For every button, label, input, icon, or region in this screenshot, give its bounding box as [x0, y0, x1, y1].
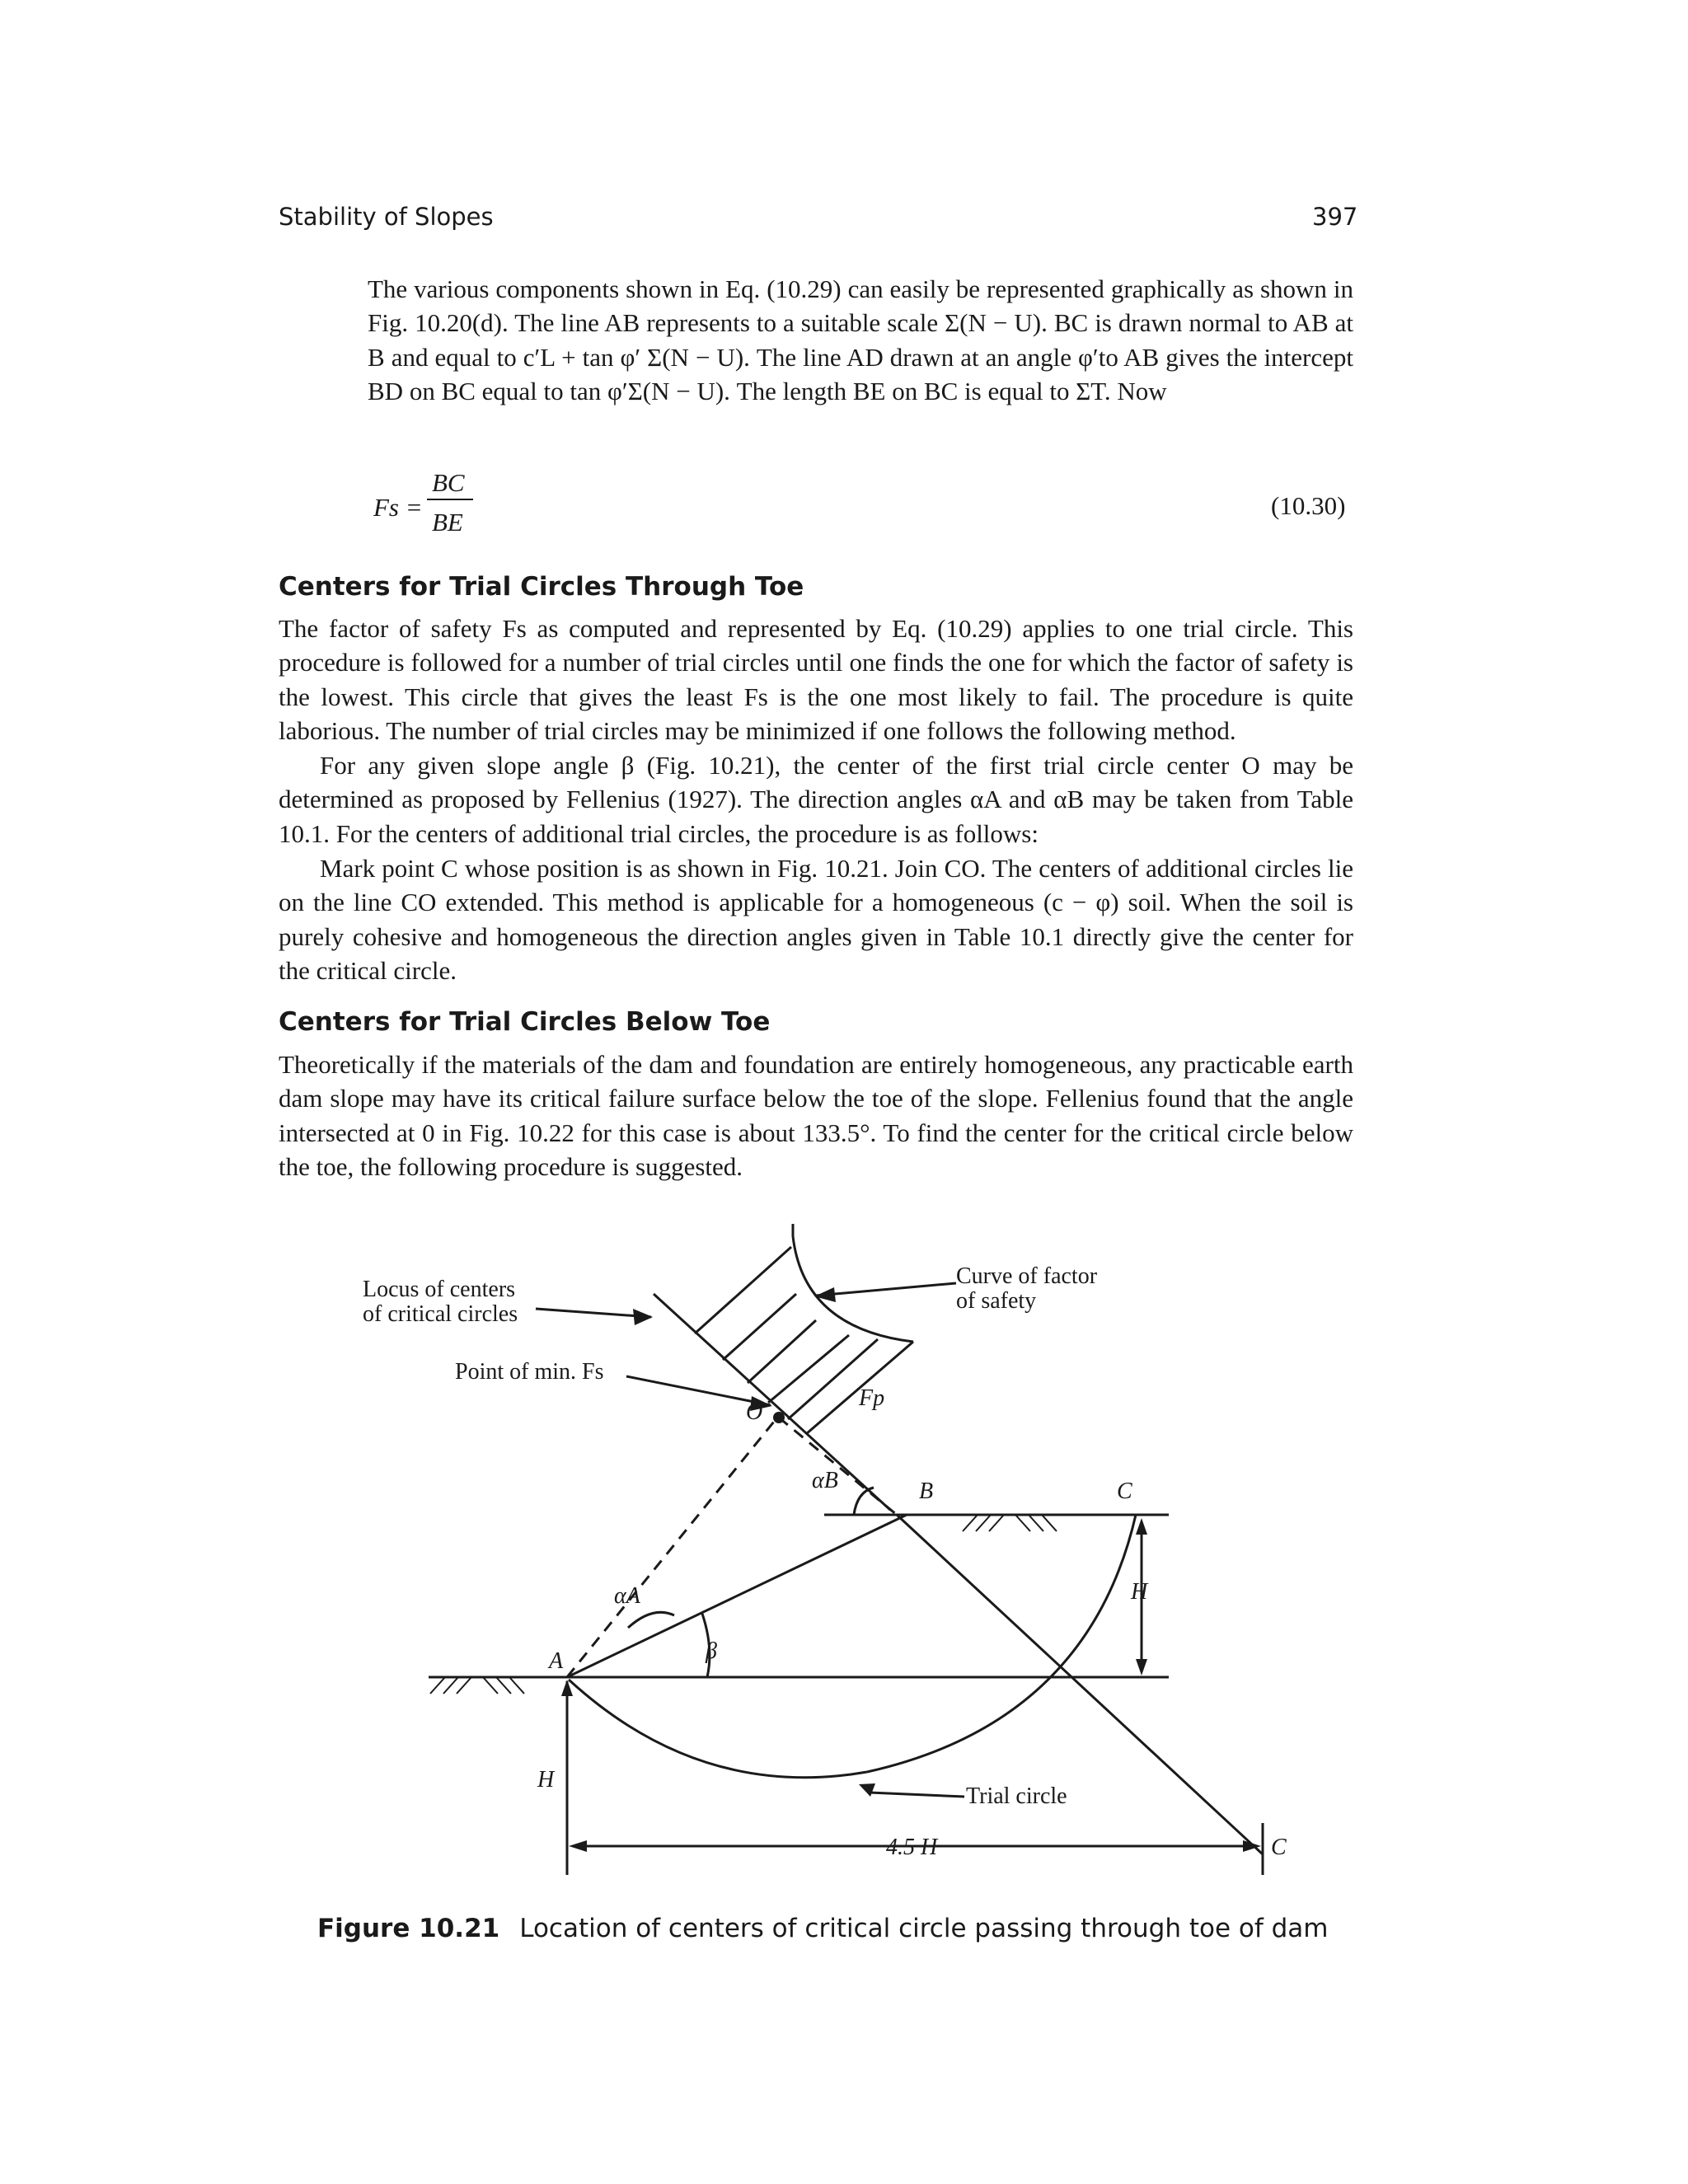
label-o: O [746, 1399, 763, 1425]
point-o-marker [773, 1412, 785, 1423]
dashed-line-ao [567, 1418, 777, 1677]
locus-label-line-2: of critical circles [363, 1301, 518, 1327]
figure-caption-text: Location of centers of critical circle passing through toe of dam [519, 1914, 1329, 1943]
ground-hatch-crest [963, 1515, 1057, 1531]
label-beta: β [706, 1638, 717, 1664]
label-a: A [549, 1648, 564, 1674]
label-c-top: C [1117, 1479, 1132, 1504]
curve-leader [816, 1283, 956, 1296]
trial-circle-label: Trial circle [966, 1783, 1067, 1809]
paragraph-below-toe: Theoretically if the materials of the dam and foundation are entirely homogeneous, any practicable earth dam slope may have its critical failure surface below the toe of the slope. Fellenius found that the angle intersected at 0 in Fig. 10.22 for this case is about 133.5°. To find the center for the critical circle below the toe, the following procedure is suggested. [279, 1050, 1353, 1181]
locus-arrowhead [633, 1309, 653, 1325]
trial-circle-arc-right [867, 1515, 1136, 1772]
locus-label-line-1: Locus of centers [363, 1277, 516, 1302]
label-alpha-a: αA [614, 1583, 640, 1609]
label-h-right: H [1131, 1579, 1148, 1605]
locus-line-lower [897, 1515, 1263, 1854]
section-heading-below-toe: Centers for Trial Circles Below Toe [279, 1007, 771, 1037]
hatch-line [695, 1247, 791, 1333]
ground-hatch-left [430, 1677, 524, 1694]
label-fp: Fp [859, 1385, 885, 1411]
dim-arrow-left [569, 1840, 587, 1852]
paragraph-through-toe-3: Mark point C whose position is as shown in Fig. 10.21. Join CO. The centers of additional circles lie on the line CO extended. This method is applicable for a homogeneous (c − φ) soil. When the soil is purely cohesive and homogeneous the direction angles given in Table 10.1 directly give the center for the critical circle. [279, 854, 1353, 985]
section-heading-through-toe: Centers for Trial Circles Through Toe [279, 572, 804, 602]
point-min-label: Point of min. Fs [455, 1359, 604, 1385]
height-arrow-bottom [1136, 1659, 1147, 1675]
trial-leader [870, 1793, 964, 1797]
height-arrow-top [1136, 1518, 1147, 1535]
alpha-a-arc [628, 1612, 674, 1628]
label-h-left: H [537, 1767, 555, 1793]
label-c-bottom: C [1271, 1835, 1287, 1860]
equation-numerator: BC [432, 468, 465, 497]
equation-lhs: Fs = [373, 493, 423, 522]
paragraph-through-toe-1: The factor of safety Fs as computed and represented by Eq. (10.29) applies to one trial circle. This procedure is followed for a number of trial circles until one finds the one for which the factor of safety is the lowest. This circle that gives the least Fs is the one most likely to fail. The procedure is quite laborious. The number of trial circles may be minimized if one follows the following method. [279, 614, 1353, 745]
equation-denominator: BE [432, 508, 463, 537]
hatch-line [768, 1335, 849, 1403]
running-title: Stability of Slopes [279, 203, 494, 231]
label-alpha-b: αB [812, 1468, 838, 1493]
page-number: 397 [1312, 203, 1358, 231]
figure-caption [317, 1914, 1328, 1943]
label-b: B [919, 1479, 934, 1504]
trial-circle-arc-bottom [569, 1680, 867, 1778]
dimension-label: 4.5 H [886, 1835, 938, 1860]
paragraph-intro: The various components shown in Eq. (10.29) can easily be represented graphically as shown in Fig. 10.20(d). The line AB represents to a suitable scale Σ(N − U). BC is drawn normal to AB at B and equal to c′L + tan φ′ Σ(N − U). The line AD drawn at an angle φ′to AB gives the intercept BD on BC equal to tan φ′Σ(N − U). The length BE on BC is equal to ΣT. Now [368, 274, 1353, 405]
curve-label-line-1: Curve of factor [956, 1263, 1098, 1289]
figure-number: Figure 10.21 [317, 1914, 500, 1943]
curve-label-line-2: of safety [956, 1288, 1037, 1314]
paragraph-through-toe-2: For any given slope angle β (Fig. 10.21), the center of the first trial circle center O may be determined as proposed by Fellenius (1927). The direction angles αA and αB may be taken from Table 10.1. For the centers of additional trial circles, the procedure is as follows: [279, 751, 1353, 848]
equation-number: (10.30) [1271, 491, 1346, 520]
dashed-line-ob [779, 1418, 897, 1515]
trial-arrowhead [859, 1783, 875, 1797]
